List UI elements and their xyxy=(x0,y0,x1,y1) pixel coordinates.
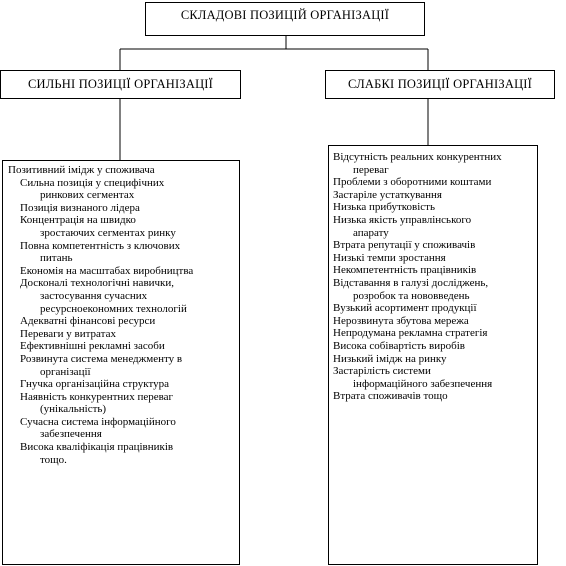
weakness-item xyxy=(333,264,538,277)
strength-item-line: Досконалі технологічні навички, xyxy=(20,277,175,290)
strength-item xyxy=(8,353,240,378)
strength-item xyxy=(8,378,240,391)
weaknesses-title: СЛАБКІ ПОЗИЦІЇ ОРГАНІЗАЦІЇ xyxy=(347,77,533,91)
weakness-item xyxy=(333,353,538,366)
strength-item-line: організації xyxy=(40,365,91,378)
strength-item-line: Позитивний імідж у споживача xyxy=(8,164,155,176)
strength-item xyxy=(8,416,240,441)
weakness-item-line: переваг xyxy=(353,163,389,176)
weakness-item-line: Відсутність реальних конкурентних xyxy=(333,151,502,163)
weakness-item xyxy=(333,390,538,403)
weakness-item-line: розробок та нововведень xyxy=(353,289,470,302)
strength-item-line: Економія на масштабах виробництва xyxy=(20,264,194,277)
weakness-item xyxy=(333,176,538,189)
strength-item xyxy=(8,328,240,341)
strength-item-line: ринкових сегментах xyxy=(40,189,135,202)
strength-item xyxy=(8,340,240,353)
strengths-header xyxy=(0,70,241,99)
strength-item-line: Концентрація на швидко xyxy=(20,214,136,227)
weakness-item-line: Втрата споживачів тощо xyxy=(333,390,448,403)
weakness-item-line: Проблеми з оборотними коштами xyxy=(333,176,492,189)
strength-item-line: Гнучка організаційна структура xyxy=(20,378,170,391)
weakness-item-line: Низький імідж на ринку xyxy=(333,352,447,365)
strength-item xyxy=(8,240,240,265)
weakness-item-line: інформаційного забезпечення xyxy=(353,377,493,390)
weakness-item-line: Висока собівартість виробів xyxy=(333,339,465,352)
weakness-item xyxy=(333,189,538,202)
weakness-item-line: Вузький асортимент продукції xyxy=(333,302,477,315)
weakness-item-line: Некомпетентність працівників xyxy=(333,264,477,277)
strength-item-line: Сильна позиція у специфічних xyxy=(20,176,165,189)
strengths-title: СИЛЬНІ ПОЗИЦІЇ ОРГАНІЗАЦІЇ xyxy=(27,77,214,91)
strengths-list xyxy=(8,164,240,466)
weakness-item-line: Низька прибутковість xyxy=(333,201,436,214)
strength-item-line: Повна компетентність з ключових xyxy=(20,239,181,252)
weakness-item-line: Нерозвинута збутова мережа xyxy=(333,314,469,327)
weakness-item xyxy=(333,239,538,252)
strength-item xyxy=(8,177,240,202)
strength-item-line: ресурсноекономних технологій xyxy=(40,302,187,315)
weaknesses-list xyxy=(333,151,538,403)
weakness-item-line: Низькі темпи зростання xyxy=(333,251,446,264)
strength-item-line: Ефективнішні рекламні засоби xyxy=(20,340,165,353)
weakness-item-line: Застарілість системи xyxy=(333,365,431,378)
strength-item xyxy=(8,277,240,315)
weakness-item-line: Відставання в галузі досліджень, xyxy=(333,276,489,289)
strength-item xyxy=(8,441,240,466)
weaknesses-header xyxy=(325,70,555,99)
strength-item-line: застосування сучасних xyxy=(40,289,148,302)
strength-item-line: (унікальність) xyxy=(40,403,107,416)
root-title: СКЛАДОВІ ПОЗИЦІЙ ОРГАНІЗАЦІЇ xyxy=(180,8,390,22)
weakness-item-line: Непродумана рекламна стратегія xyxy=(333,327,488,340)
strength-item xyxy=(8,391,240,416)
weakness-item xyxy=(333,327,538,340)
strength-item xyxy=(8,214,240,239)
weakness-item-line: Втрата репутації у споживачів xyxy=(333,239,476,252)
weakness-item xyxy=(333,151,538,176)
weakness-item xyxy=(333,214,538,239)
weakness-item xyxy=(333,277,538,302)
root-node xyxy=(145,2,425,36)
strength-item-line: питань xyxy=(40,252,73,265)
weakness-item-line: Застаріле устаткування xyxy=(333,188,442,201)
strength-item xyxy=(8,164,240,177)
strength-item-line: тощо. xyxy=(40,453,67,466)
strength-item-line: зростаючих сегментах ринку xyxy=(40,226,176,239)
strength-item xyxy=(8,315,240,328)
weakness-item xyxy=(333,365,538,390)
weakness-item xyxy=(333,340,538,353)
strength-item-line: Адекватні фінансові ресурси xyxy=(20,315,156,328)
weakness-item-line: апарату xyxy=(353,226,389,239)
strength-item xyxy=(8,265,240,278)
strength-item-line: Розвинута система менеджменту в xyxy=(20,352,183,365)
weakness-item xyxy=(333,252,538,265)
strength-item-line: Сучасна система інформаційного xyxy=(20,415,176,428)
strength-item xyxy=(8,202,240,215)
weakness-item xyxy=(333,201,538,214)
strength-item-line: забезпечення xyxy=(40,428,102,441)
strength-item-line: Позиція визнаного лідера xyxy=(20,201,140,214)
strength-item-line: Переваги у витратах xyxy=(20,327,116,340)
strength-item-line: Наявність конкурентних переваг xyxy=(20,390,174,403)
weakness-item-line: Низька якість управлінського xyxy=(333,213,472,226)
weakness-item xyxy=(333,302,538,315)
strength-item-line: Висока кваліфікація працівників xyxy=(20,441,174,454)
weakness-item xyxy=(333,315,538,328)
